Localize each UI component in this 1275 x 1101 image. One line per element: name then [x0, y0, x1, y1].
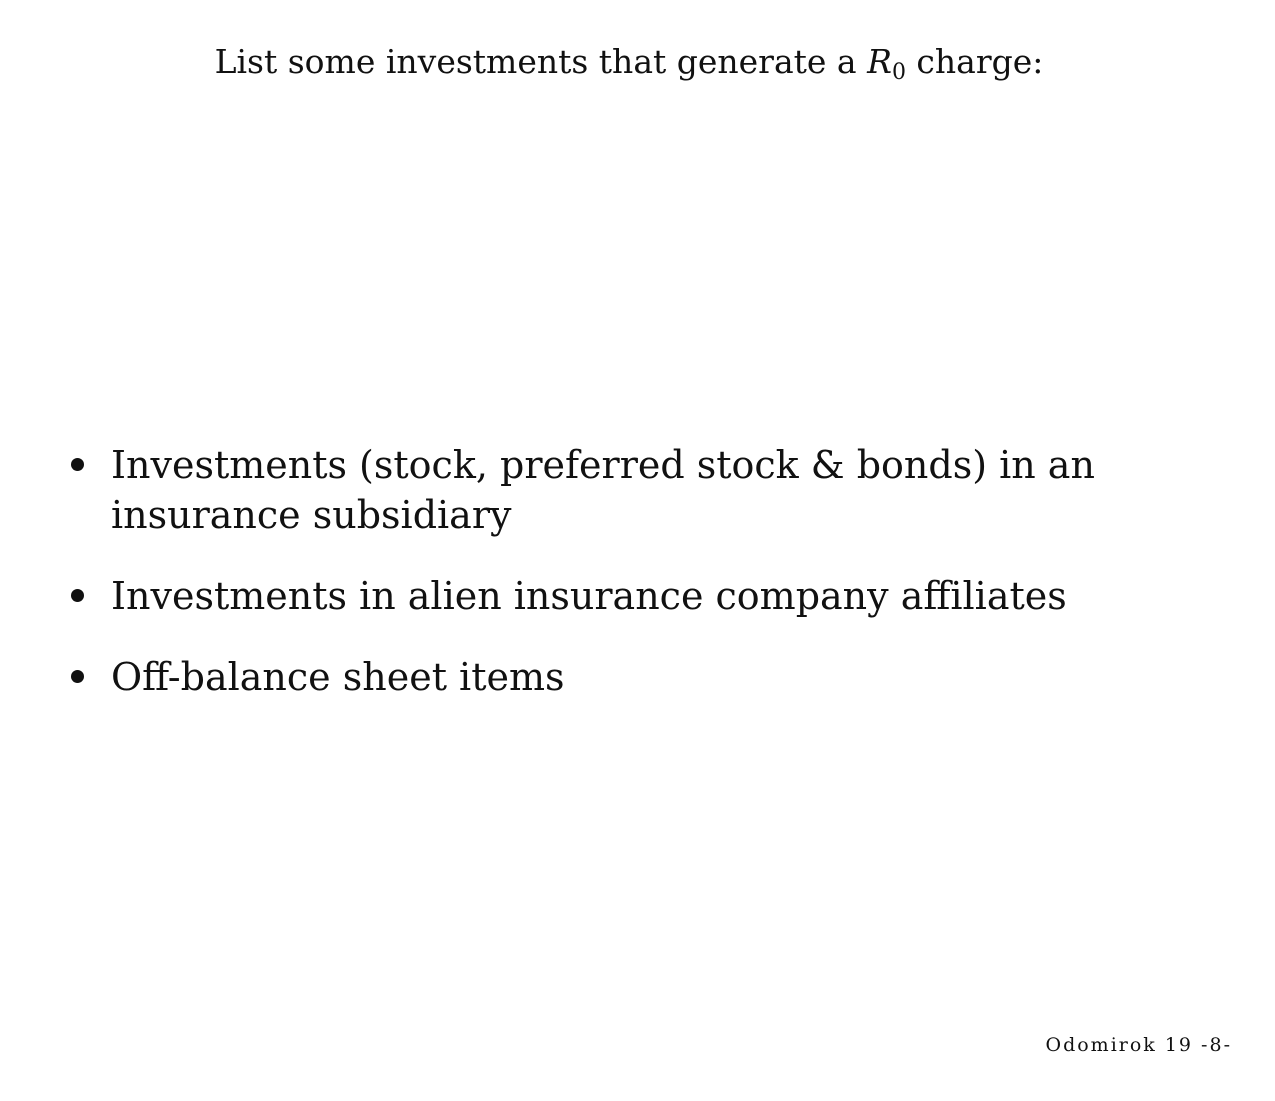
- page-footer: Odomirok 19 -8-: [1045, 1034, 1232, 1056]
- bullet-text: Off-balance sheet items: [111, 655, 565, 699]
- title-math-subscript: 0: [891, 60, 906, 85]
- slide-title: [0, 42, 1258, 93]
- bullet-text: Investments in alien insurance company affiliates: [111, 574, 1067, 618]
- title-math-variable: R: [867, 42, 892, 81]
- list-item: [66, 440, 1216, 540]
- bullet-dot-icon: [71, 589, 84, 602]
- title-prefix: List some investments that generate a: [214, 42, 868, 81]
- bullet-dot-icon: [71, 670, 84, 683]
- title-suffix: charge:: [905, 42, 1044, 81]
- bullet-list: [66, 440, 1216, 733]
- bullet-dot-icon: [71, 458, 84, 471]
- bullet-text: Investments (stock, preferred stock & bonds) in an insurance subsidiary: [111, 443, 1095, 537]
- list-item: [66, 652, 1216, 702]
- list-item: [66, 571, 1216, 621]
